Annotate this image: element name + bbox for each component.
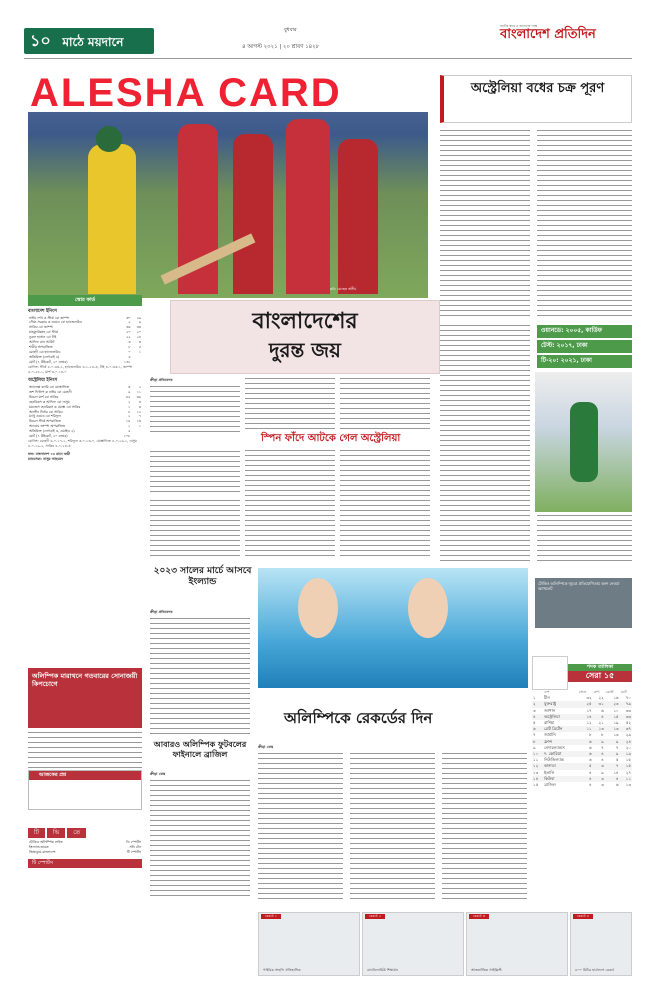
- brazil-story: [150, 772, 250, 902]
- table-cell: ইতালি: [544, 769, 555, 775]
- body-text-lines: [245, 378, 335, 430]
- table-cell: ১১: [533, 757, 539, 763]
- column-header: ব্রোঞ্জ: [605, 690, 614, 694]
- hero-photo: [28, 64, 428, 298]
- table-cell: ৯: [601, 769, 604, 775]
- table-cell: ২: [128, 399, 131, 404]
- record-clip: [362, 912, 464, 976]
- table-cell: মিচেল স্টার্ক অপরাজিত: [29, 419, 61, 424]
- table-cell: ১৩: [598, 726, 604, 732]
- swimmer-figure: [298, 578, 338, 638]
- table-cell: আফিফ রান আউট: [29, 340, 55, 345]
- table-cell: ৮: [128, 345, 131, 350]
- body-text-lines: [150, 780, 250, 900]
- table-cell: চীন: [544, 695, 550, 701]
- medal-table: [532, 656, 632, 896]
- body-text-lines: [340, 450, 430, 560]
- table-cell: ৪: [588, 781, 592, 787]
- table-cell: ১৪: [533, 775, 539, 781]
- table-cell: ৬: [588, 744, 592, 750]
- table-cell: ৫: [128, 429, 131, 434]
- main-headline-line-2: দুরন্ত জয়: [269, 337, 341, 362]
- england-headline: ২০২৩ সালের মার্চে আসবে ইংল্যান্ড: [153, 566, 252, 587]
- table-cell: অতিরিক্ত (লেগবাই ৩, ওয়াইড ২): [29, 429, 75, 434]
- table-cell: ময়জেস হেনরিকস ক মোস্তা বো সাকিব: [29, 404, 81, 409]
- brazil-headline: আবারও অলিম্পিক ফুটবলের ফাইনালে ব্রাজিল: [153, 739, 247, 759]
- table-cell: ৫২: [625, 720, 631, 726]
- table-cell: অ্যাডাম জাম্পা অপরাজিত: [29, 424, 65, 429]
- table-cell: ৪: [601, 757, 604, 763]
- medal-table-title: পদক তালিকা: [568, 664, 632, 671]
- england-byline: ক্রীড়া প্রতিবেদক: [150, 610, 173, 614]
- table-cell: ২১: [598, 720, 604, 726]
- table-cell: ২৫: [586, 701, 592, 707]
- table-cell: ৭৯: [625, 701, 631, 707]
- tv-label: ভি: [47, 828, 65, 838]
- body-text-lines: [245, 450, 335, 560]
- table-cell: ৪: [615, 775, 619, 781]
- photo-credit: ছবি: রোহেত অসীম: [330, 287, 357, 291]
- table-cell: ১১: [625, 775, 631, 781]
- table-cell: ১৩: [613, 726, 619, 732]
- table-cell: ৭: [615, 744, 619, 750]
- batsman-figure: [88, 144, 136, 294]
- body-text-lines: [440, 325, 530, 565]
- table-cell: ১৩: [625, 781, 631, 787]
- table-cell: গ্রেট ব্রিটেন: [544, 726, 563, 732]
- stat-t20: টি-২০: ২০২১, ঢাকা: [537, 355, 632, 368]
- poll-box: [28, 770, 142, 810]
- brazil-story-head: [150, 740, 250, 770]
- tv-row: [28, 850, 142, 855]
- england-story-head: [150, 566, 255, 608]
- table-cell: কানাডা: [544, 763, 556, 769]
- table-cell: ১: [138, 350, 141, 355]
- spin-headline: স্পিন ফাঁদে আটকে গেল অস্ট্রেলিয়া: [261, 433, 401, 444]
- table-cell: ২২: [126, 335, 131, 340]
- table-cell: ১৯: [625, 750, 631, 756]
- table-cell: ২৪: [136, 335, 141, 340]
- table-cell: কিউবা: [544, 775, 555, 781]
- table-cell: ২২: [598, 695, 604, 701]
- body-text-lines: [350, 753, 435, 903]
- table-cell: ১২: [586, 720, 592, 726]
- table-cell: ৭: [138, 414, 141, 419]
- table-cell: ৮: [533, 738, 536, 744]
- table-cell: ৬: [615, 781, 619, 787]
- table-cell: ২০: [136, 330, 141, 335]
- table-cell: সাকিব বো জাম্পা: [29, 325, 53, 330]
- table-cell: ৩৬: [126, 325, 131, 330]
- tv-label: তে: [67, 828, 86, 838]
- clip-caption: বার্থোলোমিউ শিম্বার্কন: [367, 968, 398, 973]
- table-cell: ১৫: [625, 757, 631, 763]
- table-cell: মিচেল মার্শ বো সাকিব: [29, 394, 59, 399]
- body-text-lines: [537, 515, 632, 565]
- column-header: সোনা: [578, 690, 587, 694]
- table-cell: ১৩১: [123, 359, 131, 364]
- issue-date: ৪ আগস্ট ২০২১ | ২০ শ্রাবণ ১৪২৮: [242, 44, 320, 50]
- table-cell: ইংল্যান্ড-ভারত: [29, 845, 49, 850]
- bowler-figure: [570, 402, 598, 482]
- table-cell: ৩: [138, 399, 141, 404]
- table-cell: অ্যাস্টন টার্নার বো সাকিব: [29, 409, 63, 414]
- photo-caption-box: [535, 578, 632, 628]
- olympic-records-headline: অলিম্পিকে রেকর্ডের দিন: [284, 709, 433, 727]
- table-cell: ৩: [128, 340, 131, 345]
- bowling-figures-1: বোলিং: স্টার্ক ৪-০-৩৩-২, হ্যাজেলউড ৪-১-২৪-৩, টাই ৪-০-৩৩-১, জাম্পা ৪-০-২৪-১, মার্শ ৩-০-১৪-০: [28, 364, 133, 374]
- table-cell: ব্রাজিল: [544, 781, 556, 787]
- table-cell: ৫: [615, 757, 619, 763]
- innings-title-2: অস্ট্রেলিয়া ইনিংস: [28, 378, 58, 384]
- table-cell: ৪: [588, 775, 592, 781]
- england-story: [150, 610, 250, 740]
- table-cell: মাহমুদউল্লাহ বো স্টার্ক: [29, 330, 58, 335]
- table-cell: ২৭: [625, 769, 631, 775]
- table-cell: ৯: [533, 744, 536, 750]
- body-text-lines: [258, 753, 343, 903]
- helmet-shape: [96, 126, 122, 152]
- innings-table-1: [28, 316, 142, 365]
- table-cell: ২৯: [625, 732, 631, 738]
- body-text-lines: [150, 500, 240, 560]
- table-cell: ৩৭: [625, 726, 631, 732]
- body-text-lines: [28, 732, 142, 772]
- olympic-rings-icon: [532, 656, 568, 690]
- issue-day: বুধবার: [284, 27, 297, 33]
- table-cell: যুক্তরাষ্ট্র: [544, 701, 557, 707]
- header-rule: [24, 58, 632, 59]
- right-headline-box: [440, 75, 632, 123]
- stat-test: টেস্ট: ২০১৭, ঢাকা: [537, 340, 632, 353]
- table-cell: ৬: [138, 320, 141, 325]
- table-cell: ২: [128, 414, 131, 419]
- table-cell: ৪: [601, 713, 604, 719]
- column-header: রুপা: [593, 690, 600, 694]
- body-text-lines: [537, 130, 632, 320]
- table-cell: ম্যাথু ওয়েড বো শরিফুল: [29, 414, 61, 419]
- man-of-match: ম্যাচসেরা: নাসুম আহমেদ: [28, 457, 63, 462]
- table-cell: ফ্রান্স: [544, 738, 552, 744]
- table-cell: ১৯: [613, 720, 619, 726]
- table-cell: ১২: [533, 763, 539, 769]
- record-clip: [258, 912, 360, 976]
- table-cell: ২: [128, 320, 131, 325]
- page-header: [0, 0, 650, 70]
- medal-row: [532, 782, 632, 788]
- clip-label: রেকর্ড ৪: [573, 914, 593, 919]
- table-cell: মোট (৭ উইকেট, ২০ ওভার): [29, 359, 68, 364]
- match-result: ফল: বাংলাদেশ ২৩ রানে জয়ী: [28, 452, 71, 457]
- table-cell: নিউজিল্যান্ড: [544, 757, 564, 763]
- table-cell: ৭: [533, 732, 536, 738]
- table-cell: ৬: [601, 707, 604, 713]
- table-cell: মোট (৭ উইকেট, ২০ ওভার): [29, 434, 68, 439]
- section-title: মাঠে ময়দানে: [62, 35, 124, 49]
- table-cell: অস্ট্রেলিয়া: [544, 713, 560, 719]
- table-cell: ৯: [615, 750, 619, 756]
- table-cell: ৯: [128, 389, 131, 394]
- table-cell: ৪: [601, 750, 604, 756]
- table-cell: নাঈম শেখ ক স্টার্ক বো জাম্পা: [29, 315, 70, 320]
- table-cell: ৪: [128, 355, 131, 360]
- table-cell: ৬: [588, 738, 592, 744]
- table-cell: জিম্বাবুয়ে-বাংলাদেশ: [29, 849, 56, 854]
- table-cell: ১৩: [533, 769, 539, 775]
- article-byline: ক্রীড়া প্রতিবেদক: [150, 378, 173, 382]
- sub-headline: [143, 432, 433, 448]
- table-cell: সনি টেন: [129, 845, 141, 850]
- table-cell: ৫: [588, 763, 592, 769]
- table-cell: জাপান: [544, 707, 556, 713]
- tv-bottom-label: টি স্পোর্টস: [28, 859, 142, 868]
- table-cell: ৪: [588, 769, 592, 775]
- table-cell: ৩: [138, 340, 141, 345]
- table-cell: ৪৫: [125, 394, 131, 399]
- table-cell: সৌম্য সরকার ক ওয়েড বো হ্যাজেলউড: [29, 320, 82, 325]
- table-cell: ১১: [136, 389, 141, 394]
- table-cell: ৮: [601, 732, 604, 738]
- medal-table-grid: [532, 690, 632, 788]
- tv-label: টি: [28, 828, 45, 838]
- olympic-byline: ক্রীড়া ডেস্ক: [258, 745, 274, 749]
- table-cell: ১৫: [625, 763, 631, 769]
- table-cell: ৩: [601, 775, 604, 781]
- innings-table-2: [28, 385, 142, 439]
- table-cell: ৩২: [586, 695, 592, 701]
- record-clip: [570, 912, 632, 976]
- table-cell: ১: [128, 404, 131, 409]
- table-cell: ৩৬: [136, 394, 141, 399]
- olympic-records-story: [258, 745, 528, 905]
- clip-caption: ৪০০ মিটার হার্ডলসে রেকর্ড: [575, 968, 615, 973]
- logo-tagline: জাতীয় স্বার্থে ও জনগণের পক্ষে: [500, 24, 538, 28]
- table-cell: ২: [533, 701, 536, 707]
- player-figure: [233, 134, 273, 294]
- table-cell: ৯: [615, 738, 619, 744]
- table-cell: অ্যালেক্স ক্যারি বো মোস্তাফিজ: [29, 384, 70, 389]
- body-text-lines: [340, 378, 430, 430]
- table-cell: ১৪: [586, 713, 592, 719]
- table-cell: ৩৩: [625, 707, 631, 713]
- table-cell: নেদারল্যান্ডস: [544, 744, 565, 750]
- table-cell: ৭০: [625, 695, 631, 701]
- table-cell: ৩: [533, 707, 536, 713]
- table-cell: ১৪: [125, 419, 131, 424]
- innings-title-1: বাংলাদেশ ইনিংস: [28, 308, 57, 314]
- table-cell: ১০: [613, 707, 619, 713]
- table-cell: ১: [138, 424, 141, 429]
- table-cell: মেহেদী বো হ্যাজেলউড: [29, 350, 61, 355]
- table-cell: ৫: [138, 345, 141, 350]
- table-cell: ৮: [128, 409, 131, 414]
- table-cell: ৩: [601, 781, 604, 787]
- sponsor-banner: ALESHA CARD: [30, 71, 342, 115]
- table-cell: ২৪: [625, 738, 631, 744]
- table-cell: ৩১: [598, 701, 604, 707]
- gold-story-headline: অলিম্পিক মারাথনে গতবারের সোনাজয়ী কিপচোগে: [32, 672, 138, 689]
- column-header: মোট: [620, 690, 627, 694]
- tv-guide: [28, 828, 142, 908]
- table-cell: ১৩: [613, 732, 619, 738]
- table-cell: শামীম অপরাজিত: [29, 345, 53, 350]
- player-figure: [286, 119, 330, 294]
- table-cell: ৩৩: [136, 325, 141, 330]
- table-cell: ৩৩: [625, 713, 631, 719]
- clip-label: রেকর্ড ১: [261, 914, 281, 919]
- table-cell: ২০: [625, 744, 631, 750]
- table-cell: টি স্পোর্টস: [126, 849, 141, 854]
- swimming-photo: [258, 568, 528, 688]
- table-cell: ৫: [533, 720, 536, 726]
- table-cell: ৬: [588, 750, 592, 756]
- clip-label: রেকর্ড ২: [365, 914, 385, 919]
- table-cell: ৬: [533, 726, 536, 732]
- photo-caption: টোকিও অলিম্পিকে জুডো প্রতিযোগিতায় অংশ নেওয়া অ্যাথলেট: [538, 581, 620, 592]
- record-clip: [466, 912, 568, 976]
- table-cell: ১: [533, 695, 536, 701]
- swimmer-figure: [408, 578, 448, 638]
- scorecard-title: স্কোর কার্ড: [28, 295, 142, 306]
- bowling-figures-2: বোলিং: মেহেদী ৪-০-১৭-১, শরিফুল ৩-০-১৩-০, মোস্তাফিজ ৪-০-১৬-১, নাসুম ৪-০-১৯-২, সাকিব ৪-০-২৪-৩: [28, 439, 137, 449]
- page-number: ১০: [30, 31, 51, 50]
- olympic-records-head: [258, 700, 528, 740]
- table-cell: ১০: [533, 750, 539, 756]
- column-header: দেশ: [544, 690, 550, 694]
- right-headline: অস্ট্রেলিয়া বধের চক্র পূরণ: [470, 81, 605, 96]
- table-cell: অতিরিক্ত (লেগবাই ৪): [29, 355, 60, 360]
- table-cell: ২৩: [613, 701, 619, 707]
- table-cell: দ. কোরিয়া: [544, 750, 562, 756]
- table-cell: ৩০: [126, 315, 131, 320]
- table-cell: ১০৮: [123, 434, 131, 439]
- body-text-lines: [442, 753, 527, 903]
- table-cell: ১২: [136, 409, 141, 414]
- page-number-badge: [24, 28, 154, 54]
- stat-odi: ওয়ানডে: ২০০৫, কার্ডিফ: [537, 325, 632, 338]
- main-headline-line-1: বাংলাদেশের: [252, 308, 358, 334]
- table-cell: ০: [128, 350, 131, 355]
- table-cell: ৪: [533, 713, 536, 719]
- table-cell: টোকিও অলিম্পিক লাইভ: [29, 840, 63, 845]
- table-cell: ১৫: [613, 713, 619, 719]
- table-cell: রাশিয়া: [544, 720, 555, 726]
- table-cell: ১৬: [613, 695, 619, 701]
- table-cell: ৬: [588, 757, 592, 763]
- table-cell: ১৫: [533, 781, 539, 787]
- tv-schedule: [28, 840, 142, 855]
- medal-table-subtitle: সেরা ১৫: [568, 671, 632, 682]
- table-cell: ২: [138, 384, 141, 389]
- table-cell: ডি স্পোর্টস: [126, 840, 141, 845]
- clip-label: রেকর্ড ৩: [469, 914, 489, 919]
- table-cell: ১৩: [136, 419, 141, 424]
- table-cell: ৭: [601, 744, 604, 750]
- table-cell: ২৯: [136, 315, 141, 320]
- table-cell: জার্মানি: [544, 732, 556, 738]
- table-cell: ৩: [128, 384, 131, 389]
- table-cell: ৯: [601, 738, 604, 744]
- masthead-logo: বাংলাদেশ প্রতিদিন: [500, 27, 596, 42]
- body-text-lines: [150, 618, 250, 738]
- table-cell: জশ ফিলিপ ক নাঈম বো মেহেদী: [29, 389, 72, 394]
- table-cell: হেনরিকস ক আফিফ বো নাসুম: [29, 399, 70, 404]
- table-cell: ৩: [138, 404, 141, 409]
- brazil-byline: ক্রীড়া ডেস্ক: [150, 772, 166, 776]
- table-cell: ১১: [586, 726, 592, 732]
- bowler-photo: [535, 372, 632, 512]
- table-cell: ১: [128, 424, 131, 429]
- main-headline-box: [170, 300, 440, 374]
- table-cell: ৮: [588, 732, 592, 738]
- table-cell: ২০: [126, 330, 131, 335]
- player-figure: [338, 139, 378, 294]
- table-cell: ১৭: [586, 707, 592, 713]
- poll-title: আজকের প্রশ্ন: [29, 771, 141, 780]
- clip-caption: পাইরিক সাহলি ঐতিহাসিক: [263, 968, 301, 973]
- body-text-lines: [440, 130, 530, 320]
- gold-story-box: [28, 668, 142, 728]
- table-cell: ৩: [601, 763, 604, 769]
- table-cell: ১৪: [613, 769, 619, 775]
- table-cell: নুরুল হাসান বো টাই: [29, 335, 57, 340]
- table-cell: ৭: [615, 763, 619, 769]
- clip-caption: আন্তর্জাতিক সাইক্লিস্ট: [471, 968, 502, 973]
